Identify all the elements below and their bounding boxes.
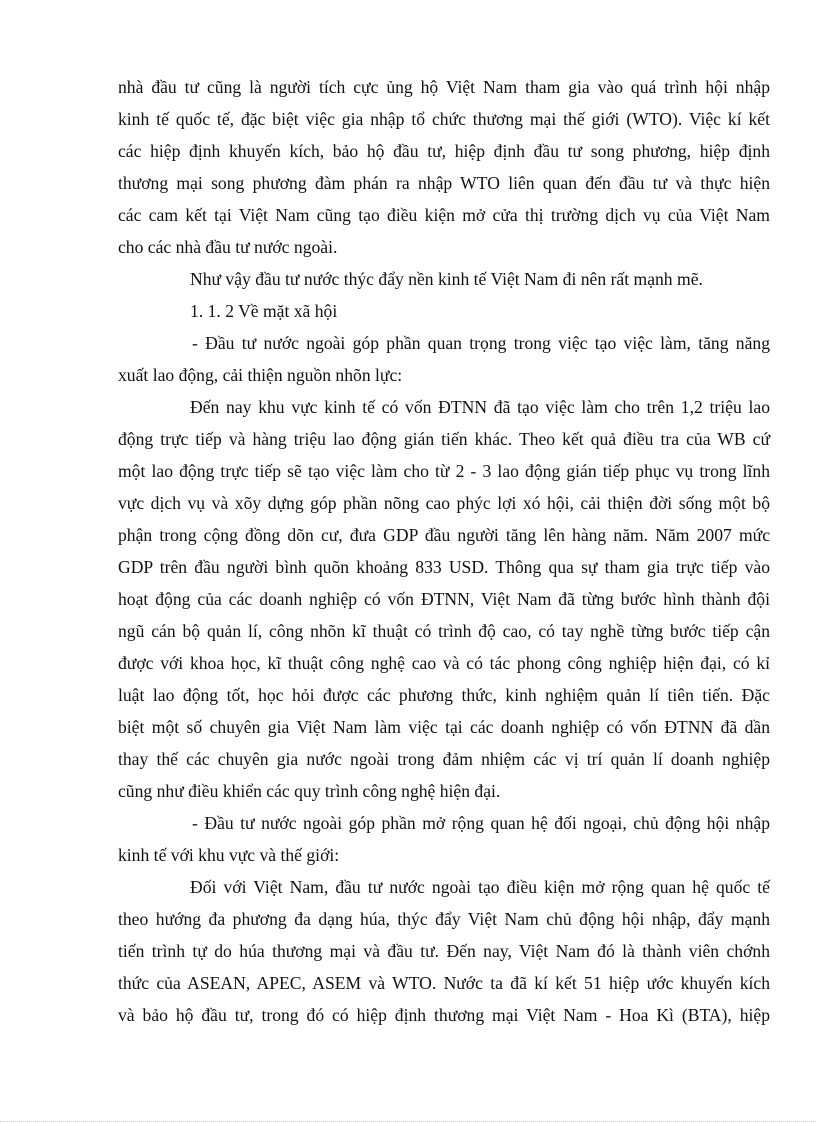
text-line: và bảo hộ đầu tư, trong đó có hiệp định thương mại Việt Nam - Hoa Kì (BTA), hiệp bbox=[118, 1005, 770, 1025]
paragraph-line: Như vậy đầu tư nước thýc đẩy nền kinh tế Việt Nam đi nên rất mạnh mẽ. bbox=[190, 269, 703, 289]
text-line: các hiệp định khuyến kích, bảo hộ đầu tư, hiệp định đầu tư song phương, hiệp định bbox=[118, 141, 770, 161]
text-line: vực dịch vụ và xõy dựng góp phần nõng cao phýc lợi xó hội, cải thiện đời sống một bộ bbox=[118, 493, 770, 513]
section-heading: 1. 1. 2 Về mặt xã hội bbox=[190, 301, 338, 321]
text-line: xuất lao động, cải thiện nguồn nhõn lực: bbox=[118, 365, 403, 385]
text-line: ngũ cán bộ quản lí, công nhõn kĩ thuật có trình độ cao, có tay nghề từng bước tiếp cận bbox=[118, 621, 770, 641]
text-line: tiến trình tự do húa thương mại và đầu tư. Đến nay, Việt Nam đó là thành viên chớnh bbox=[118, 941, 770, 961]
text-line: động trực tiếp và hàng triệu lao động gián tiến khác. Theo kết quả điều tra của WB cứ bbox=[118, 429, 770, 449]
paragraph-line: Đến nay khu vực kinh tế có vốn ĐTNN đã tạo việc làm cho trên 1,2 triệu lao bbox=[190, 397, 770, 417]
text-line: nhà đầu tư cũng là người tích cực ủng hộ Việt Nam tham gia vào quá trình hội nhập bbox=[118, 77, 770, 97]
text-line: một lao động trực tiếp sẽ tạo việc làm cho từ 2 - 3 lao động gián tiếp phục vụ trong lĩnh bbox=[118, 461, 770, 481]
text-line: hoạt động của các doanh nghiệp có vốn ĐTNN, Việt Nam đã từng bước hình thành đội bbox=[118, 589, 770, 609]
text-line: thức của ASEAN, APEC, ASEM và WTO. Nước ta đã kí kết 51 hiệp ước khuyến kích bbox=[118, 973, 770, 993]
text-line: thương mại song phương đàm phán ra nhập WTO liên quan đến đầu tư và thực hiện bbox=[118, 173, 770, 193]
text-line: thay thế các chuyên gia nước ngoài trong đảm nhiệm các vị trí quản lí doanh nghiệp bbox=[118, 749, 770, 769]
paragraph-line: Đối với Việt Nam, đầu tư nước ngoài tạo điều kiện mở rộng quan hệ quốc tế bbox=[190, 877, 770, 897]
text-line: các cam kết tại Việt Nam cũng tạo điều kiện mở cửa thị trường dịch vụ của Việt Nam bbox=[118, 205, 770, 225]
text-line: được với khoa học, kĩ thuật công nghệ cao và có tác phong công nghiệp hiện đại, có kỉ bbox=[118, 653, 770, 673]
paragraph-line: - Đầu tư nước ngoài góp phần mở rộng quan hệ đối ngoại, chủ động hội nhập bbox=[192, 813, 770, 833]
text-line: biệt một số chuyên gia Việt Nam làm việc tại các doanh nghiệp có vốn ĐTNN đã dần bbox=[118, 717, 770, 737]
page-edge-divider bbox=[0, 1121, 816, 1122]
text-line: luật lao động tốt, học hỏi được các phương thức, kinh nghiệm quản lí tiên tiến. Đặc bbox=[118, 685, 770, 705]
text-line: cũng như điều khiển các quy trình công nghệ hiện đại. bbox=[118, 781, 501, 801]
text-line: kinh tế quốc tế, đặc biệt việc gia nhập tổ chức thương mại thế giới (WTO). Việc kí kết bbox=[118, 109, 770, 129]
text-line: GDP trên đầu người bình quõn khoảng 833 USD. Thông qua sự tham gia trực tiếp vào bbox=[118, 557, 770, 577]
text-line: phận trong cộng đồng dõn cư, đưa GDP đầu người tăng lên hàng năm. Năm 2007 mức bbox=[118, 525, 770, 545]
text-line: cho các nhà đầu tư nước ngoài. bbox=[118, 237, 338, 257]
text-line: kinh tế với khu vực và thế giới: bbox=[118, 845, 340, 865]
paragraph-line: - Đầu tư nước ngoài góp phần quan trọng trong việc tạo việc làm, tăng năng bbox=[192, 333, 770, 353]
text-line: theo hướng đa phương đa dạng húa, thýc đẩy Việt Nam chủ động hội nhập, đẩy mạnh bbox=[118, 909, 770, 929]
